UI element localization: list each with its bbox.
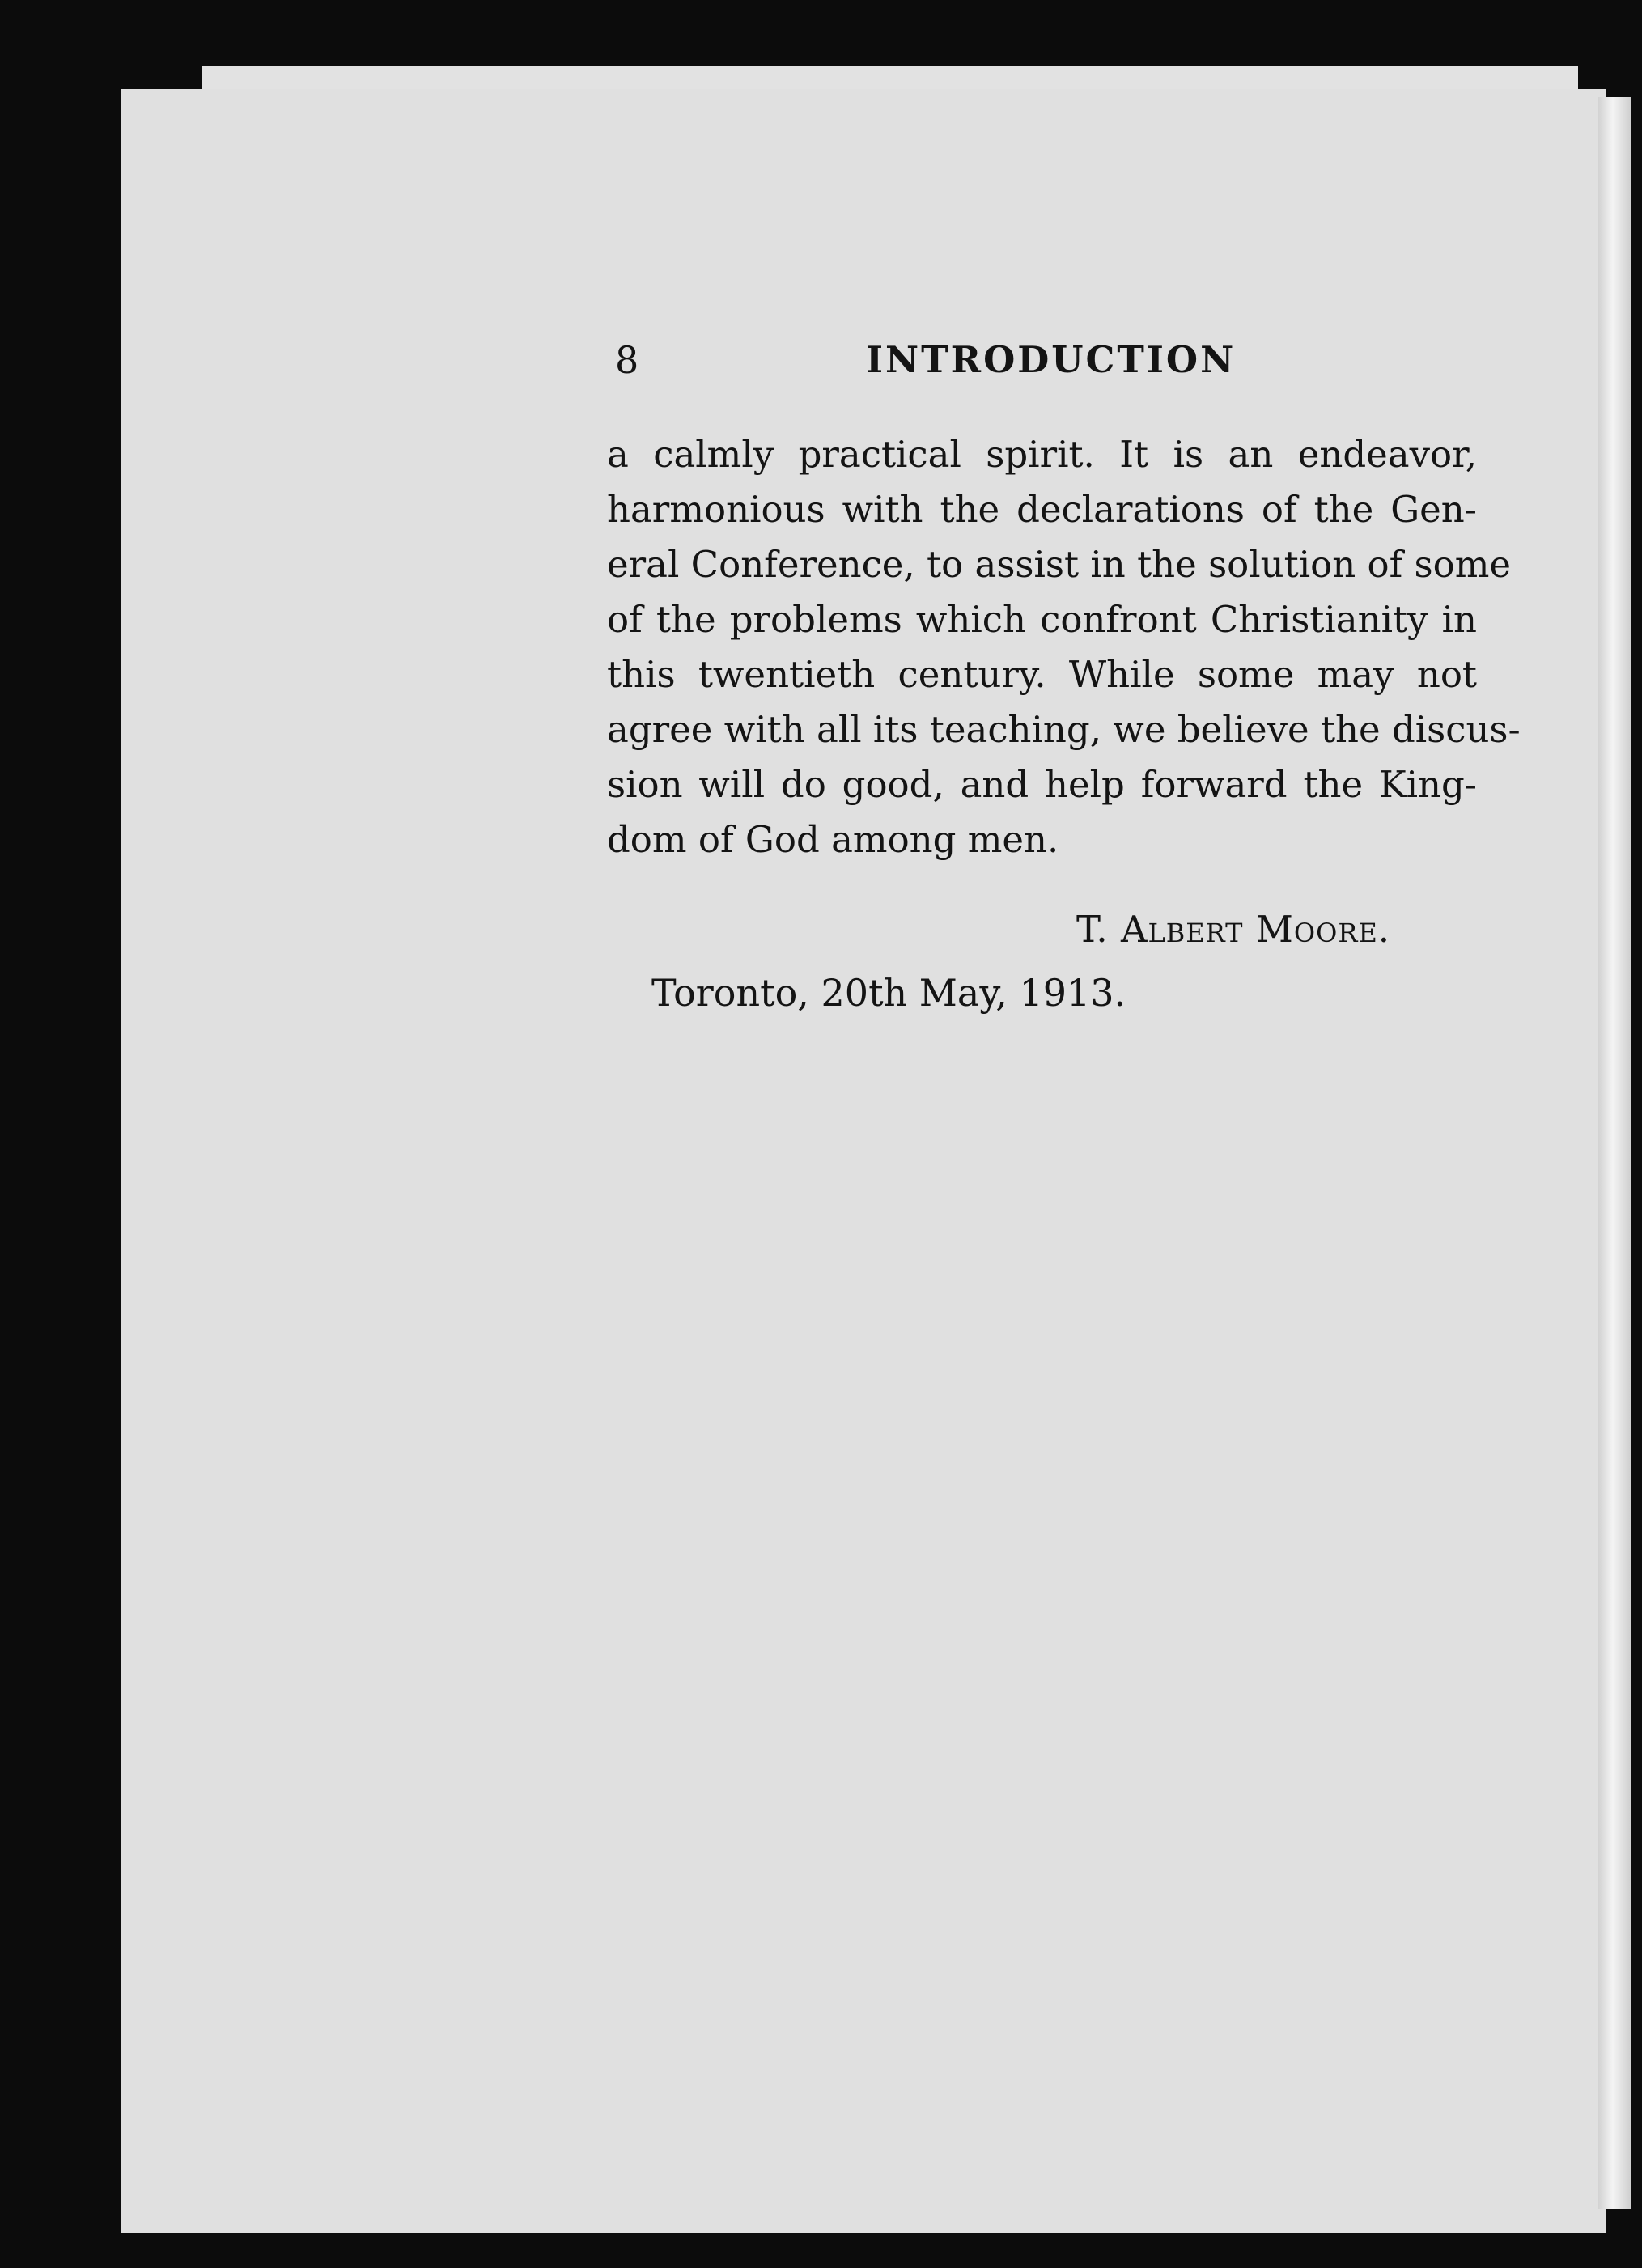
page-header: [615, 338, 1473, 387]
text-line: this twentieth century. While some may not: [607, 653, 1477, 696]
text-line: sion will do good, and help forward the King-: [607, 763, 1477, 806]
running-head: INTRODUCTION: [866, 338, 1237, 381]
text-line: a calmly practical spirit. It is an endeavor,: [607, 433, 1477, 476]
text-line: of the problems which confront Christianity in: [607, 598, 1477, 641]
text-line: agree with all its teaching, we believe the discus-: [607, 708, 1521, 751]
text-line: harmonious with the declarations of the Gen-: [607, 488, 1477, 531]
text-line: eral Conference, to assist in the solution of some: [607, 543, 1512, 586]
book-page: [121, 89, 1606, 2233]
author-signature: T. Albert Moore.: [1076, 908, 1391, 951]
page-number: 8: [615, 338, 639, 382]
text-line: dom of God among men.: [607, 818, 1059, 861]
dateline: Toronto, 20th May, 1913.: [651, 971, 1126, 1015]
page-right-edge: [1598, 97, 1631, 2209]
body-paragraph: [607, 427, 1521, 867]
